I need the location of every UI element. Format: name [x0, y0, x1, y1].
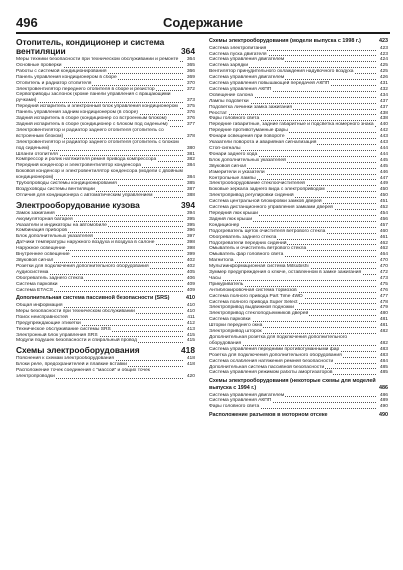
- toc-entry-page: 415: [186, 338, 195, 344]
- page-number: 496: [16, 14, 38, 30]
- toc-entry-page: 425: [379, 69, 388, 75]
- toc-entry-title-wrap: [16, 169, 183, 181]
- toc-entry-title: Передний конденсор и электровентилятор конденсора: [16, 163, 142, 169]
- toc-entry-title: Обогреватель заднего стекла: [209, 234, 277, 240]
- toc-entry-title: Задний испаритель в сборе (кондиционер с блоком под сиденьем): [16, 121, 168, 127]
- toc-entry[interactable]: [209, 335, 388, 347]
- toc-entry-title: Аудиосистема: [16, 269, 49, 275]
- toc-entry-title: Датчики температуры наружного воздуха и воздуха в салоне: [16, 240, 155, 246]
- toc-entry-page: 382: [186, 157, 195, 163]
- toc-entry-title: Электропривод регулировки сидений: [209, 193, 294, 199]
- toc-entry-title: Панель управления задним кондиционером (в сборе): [16, 110, 138, 116]
- header-rule: [16, 32, 390, 34]
- section-title: Дополнительная система пассивной безопасности (SRS): [16, 295, 170, 302]
- toc-entry-page: 366: [186, 68, 195, 74]
- toc-entry-title: Аккумуляторная батарея: [16, 216, 73, 222]
- toc-entry-title: Вентилятор принудительного охлаждения надувочного воздуха: [209, 69, 354, 75]
- toc-entry-page: 443: [379, 134, 388, 140]
- toc-entry-page: 398: [186, 240, 195, 246]
- toc-entry-title: Омыватель и очиститель ветрового стекла: [209, 246, 307, 252]
- toc-entry-title: Система полного привода Super Select: [209, 299, 298, 305]
- toc-entry[interactable]: [16, 368, 195, 380]
- toc-entry-title: Освещение салона: [209, 92, 253, 98]
- toc-entry-title: Подсветка личинки замка зажигания: [209, 104, 292, 110]
- toc-entry-title: Система управления режимом работы амортизаторов: [209, 370, 333, 376]
- toc-entry-page: 423: [379, 45, 388, 51]
- toc-section: [16, 201, 195, 294]
- toc-entry-page: 402: [186, 263, 195, 269]
- toc-entry-page: 397: [186, 234, 195, 240]
- toc-entry-title: Реостат: [209, 110, 227, 116]
- toc-entry-page: 486: [379, 392, 388, 398]
- toc-entry-page: 472: [379, 270, 388, 276]
- toc-entry-title: Звуковой сигнал: [16, 258, 54, 263]
- toc-entry-title: Система управления двигателем: [209, 57, 285, 63]
- toc-entry-page: 388: [186, 192, 195, 198]
- toc-entry-title: Прикуриватель: [209, 281, 244, 287]
- section-heading[interactable]: [16, 346, 195, 355]
- toc-entry-page: 432: [379, 86, 388, 92]
- toc-entry-page: 394: [186, 210, 195, 216]
- toc-entry-title: Система парковки: [16, 281, 58, 287]
- toc-entry[interactable]: [16, 140, 195, 152]
- toc-entry-title: Комбинация приборов: [16, 228, 68, 234]
- toc-entry-title: Передние габаритные, задние габаритные и подсветка номерного знака: [209, 122, 374, 128]
- toc-entry-page: 456: [379, 216, 388, 222]
- toc-entry-title: Система полного привода Part Time 4WD: [209, 293, 303, 299]
- toc-entry-page: 485: [379, 364, 388, 370]
- toc-entry-page: 434: [379, 92, 388, 98]
- section-page: 423: [379, 38, 388, 44]
- toc-entry-title-wrap: [16, 140, 183, 152]
- toc-entry-page: 444: [379, 151, 388, 157]
- toc-entry-title: Электрооборудование стеклоочистителей: [209, 181, 305, 187]
- toc-entry-page: 431: [379, 81, 388, 87]
- toc-entry-page: 443: [379, 140, 388, 146]
- toc-entry-title: Электропривод шторок: [209, 329, 262, 335]
- toc-entry-page: 482: [379, 340, 388, 346]
- toc-entry-title: Стоп-сигналы: [209, 146, 241, 151]
- toc-entry-title: Блоки реле, предохранителей и плавкие вставки: [16, 362, 128, 368]
- section-title: Схемы электрооборудования (модели выпуска с 1998 г.): [209, 38, 361, 44]
- toc-entry-title: Система ETACS: [16, 287, 53, 293]
- toc-entry-title: Электровентилятор и радиатор заднего отопителя (отопитель с блоком под сиденьем): [16, 139, 179, 151]
- toc-entry-page: 413: [186, 326, 195, 332]
- toc-entry-title: Система пуска двигателя: [209, 51, 267, 57]
- toc-entry-title: Антиблокировочная система тормозов: [209, 287, 297, 293]
- toc-entry-page: 454: [379, 210, 388, 216]
- toc-entry-title: Фары головного света: [209, 404, 260, 410]
- section-heading[interactable]: [16, 201, 195, 210]
- toc-entry-title: Внутреннее освещение: [16, 252, 70, 258]
- toc-entry-page: 444: [379, 146, 388, 151]
- toc-entry-title: Кондиционер: [209, 222, 240, 228]
- toc-entry-title: Блок дополнительных указателей: [209, 157, 286, 163]
- toc-entry-page: 364: [186, 57, 195, 62]
- toc-entry-title: Отличия для кондиционера с автоматическим управлением: [16, 192, 153, 198]
- toc-entry-page: 480: [379, 311, 388, 317]
- right-column: [209, 38, 388, 421]
- toc-entry-title: Предупреждающие этикетки: [16, 320, 81, 326]
- toc-entry-title: Компрессор и ролик натяжителя ремня привода компрессора: [16, 157, 157, 163]
- toc-section: [209, 378, 388, 410]
- toc-entry-title: Поиск неисправностей: [16, 314, 68, 320]
- toc-entry-title: Розетка для подключения дополнительного оборудования: [209, 352, 342, 358]
- toc-entry-page: 478: [379, 299, 388, 305]
- toc-entry-title: Подогреватели передних сидений: [209, 240, 287, 246]
- toc-entry-page: 484: [379, 358, 388, 364]
- toc-entry-page: 483: [379, 346, 388, 352]
- toc-entry-page: 378: [186, 133, 195, 139]
- toc-entry-title-wrap: [209, 404, 376, 410]
- toc-entry-page: 464: [379, 252, 388, 258]
- toc-entry-page: 476: [379, 287, 388, 293]
- toc-entry-page: 420: [186, 374, 195, 380]
- toc-entry-page: 380: [186, 145, 195, 151]
- toc-entry-title-wrap: [209, 335, 376, 347]
- toc-entry-title: Передний люк крыши: [209, 210, 258, 216]
- toc-entry-page: 490: [379, 404, 388, 410]
- toc-entry-page: 384: [186, 175, 195, 181]
- toc-entry-title: Модули подушек безопасности и спиральный провод: [16, 338, 138, 344]
- toc-entry-title: Подогреватель щеток очистителя ветрового стекла: [209, 228, 326, 234]
- toc-entry-title: Система дистанционного управления замками дверей: [209, 205, 333, 211]
- toc-entry-title-wrap: [16, 122, 183, 128]
- toc-entry-title: Система парковки: [209, 317, 251, 323]
- toc-entry-title: Меры безопасности при техническом обслуживании: [16, 308, 135, 314]
- toc-entry-page: 409: [186, 281, 195, 287]
- toc-entry-page: 398: [186, 246, 195, 252]
- toc-entry-page: 381: [186, 151, 195, 157]
- toc-entry-title: Система центральной блокировки замков дверей: [209, 199, 322, 205]
- toc-entry-page: 481: [379, 323, 388, 329]
- toc-entry-title: Электронный блок управления SRS: [16, 332, 98, 338]
- section-page: 394: [181, 199, 195, 210]
- toc-entry-page: 477: [379, 293, 388, 299]
- toc-entry-title: Блок дополнительных указателей: [16, 234, 93, 240]
- toc-entry-page: 373: [186, 98, 195, 104]
- section-heading[interactable]: [209, 378, 388, 391]
- toc-entry-page: 405: [186, 269, 195, 275]
- toc-entry-title: Электропривод стеклоподъемников дверей: [209, 311, 309, 317]
- toc-section: [16, 346, 195, 380]
- toc-entry-page: 396: [186, 228, 195, 234]
- toc-entry-page: 395: [186, 222, 195, 228]
- toc-entry-page: 376: [186, 116, 195, 122]
- toc-entry-page: 415: [186, 332, 195, 338]
- toc-entry-title: Трубопроводы системы кондиционирования: [16, 181, 117, 187]
- toc-entry-title: Основные проверки: [16, 62, 62, 68]
- toc-entry-page: 375: [186, 104, 195, 110]
- toc-entry-title: Измерители и указатели: [209, 169, 265, 175]
- toc-entry-page: 369: [186, 74, 195, 80]
- toc-entry-title: Наружное освещение: [16, 246, 66, 252]
- toc-entry-page: 445: [379, 157, 388, 163]
- toc-entry[interactable]: [16, 338, 195, 344]
- toc-entry-title: Система ослабления натяжения ремней безопасности: [209, 358, 334, 364]
- toc-entry-title-wrap: [16, 92, 183, 104]
- section-title: Схемы электрооборудования (некоторые схемы для моделей выпуска с 1994 г.): [209, 378, 376, 391]
- toc-entry-page: 437: [379, 98, 388, 104]
- toc-entry-page: 437: [379, 104, 388, 110]
- toc-section: [16, 38, 195, 199]
- toc-entry-title: Пояснения к схемам электрооборудования: [16, 356, 114, 362]
- toc-entry-title: Шторки переднего окна: [209, 323, 263, 329]
- section-title: Расположение разъемов в моторном отсеке: [209, 412, 328, 419]
- section-heading[interactable]: [209, 38, 388, 45]
- toc-entry[interactable]: [209, 404, 388, 410]
- toc-entry-title: Работы с системой кондиционирования: [16, 68, 107, 74]
- toc-entry-page: 412: [186, 320, 195, 326]
- toc-entry-page: 483: [379, 352, 388, 358]
- toc-section: [209, 38, 388, 376]
- toc-entry[interactable]: [16, 128, 195, 140]
- toc-entry-page: 372: [186, 86, 195, 92]
- toc-entry-title: Отопитель и радиатор отопителя: [16, 80, 92, 86]
- toc-entry-title: Боковой конденсор и электровентилятор конденсора (модели с двойным кондиционером): [16, 169, 183, 181]
- toc-entry-page: 423: [379, 51, 388, 57]
- toc-entry-title-wrap: [16, 288, 183, 294]
- toc-entry-page: 395: [186, 216, 195, 222]
- toc-entry-title: Сервоприводы заслонок (кроме панели управления с вращающими ручками): [16, 92, 171, 104]
- toc-entry-title: Система электропитания: [209, 45, 267, 51]
- toc-entry-title: Электровентилятор переднего отопителя в сборе и резистор: [16, 86, 155, 92]
- toc-entry-title: Система управления АКПП: [209, 86, 272, 92]
- toc-entry-page: 385: [186, 181, 195, 187]
- toc-entry-page: 424: [379, 57, 388, 63]
- section-heading[interactable]: [16, 38, 195, 56]
- toc-entry-page: 418: [186, 356, 195, 362]
- toc-entry-page: 402: [186, 258, 195, 263]
- toc-entry-page: 457: [379, 222, 388, 228]
- toc-entry-page: 387: [186, 186, 195, 192]
- toc-entry-title: Дополнительная розетка для подключения дополнительного оборудования: [209, 335, 348, 346]
- toc-entry-page: 489: [379, 398, 388, 404]
- toc-entry-title: Система управления повышающей передачей АКПП: [209, 81, 330, 87]
- toc-entry-title: Фары головного света: [209, 116, 260, 122]
- toc-entry-title: Часы: [209, 275, 221, 281]
- toc-entry-title: Звуковой сигнал: [209, 163, 247, 169]
- toc-entry-title: Система управления двигателем: [209, 392, 285, 398]
- toc-entry-page: 445: [379, 163, 388, 169]
- toc-entry-page: 461: [379, 234, 388, 240]
- toc-entry-title-wrap: [16, 368, 183, 380]
- section-heading[interactable]: [16, 295, 195, 302]
- toc-entry-title: Лампы подсветки: [209, 98, 249, 104]
- toc-entry-page: 426: [379, 75, 388, 81]
- toc-entry-title: Задний испаритель в сборе (кондиционер со встроенным блоком): [16, 116, 167, 122]
- toc-entry-title: Общая информация: [16, 303, 63, 309]
- toc-entry-title: Указатели поворота и аварийная сигнализация: [209, 140, 317, 146]
- section-page: 418: [181, 345, 195, 356]
- section-heading[interactable]: [209, 412, 388, 419]
- toc-entry-title: Воздуховоды системы вентиляции: [16, 186, 95, 192]
- page-header: [16, 14, 390, 30]
- toc-entry-page: 462: [379, 246, 388, 252]
- toc-entry-page: 475: [379, 281, 388, 287]
- toc-entry-title: Фонари заднего хода: [209, 151, 258, 157]
- toc-entry-title: Панель управления кондиционером в сборе: [16, 74, 117, 80]
- toc-entry-page: 410: [186, 303, 195, 309]
- toc-entry-title: Фонари освещения при повороте: [209, 134, 285, 140]
- toc-entry-title: Система управления АКПП: [209, 398, 272, 404]
- toc-entry-page: 473: [379, 275, 388, 281]
- toc-entry-title: Обогреватель заднего стекла: [16, 275, 84, 281]
- toc-entry-page: 377: [186, 121, 195, 127]
- section-page: 490: [379, 412, 388, 419]
- toc-entry-page: 410: [186, 308, 195, 314]
- toc-entry-page: 481: [379, 317, 388, 323]
- toc-entry-page: 451: [379, 199, 388, 205]
- toc-entry-title: Указатели и индикаторы на автомобиле: [16, 222, 107, 228]
- toc-entry-page: 442: [379, 128, 388, 134]
- toc-entry-title: Электропривод выдвижной подножки: [209, 305, 294, 311]
- toc-entry-page: 450: [379, 193, 388, 199]
- toc-entry-title: Техническое обслуживание системы SRS: [16, 326, 111, 332]
- toc-entry[interactable]: [16, 288, 195, 294]
- toc-entry-page: 470: [379, 258, 388, 264]
- section-title: Отопитель, кондиционер и система вентиляции: [16, 37, 165, 56]
- toc-entry-page: 460: [379, 228, 388, 234]
- toc-entry-title-wrap: [209, 370, 376, 376]
- toc-section: [209, 412, 388, 419]
- toc-entry[interactable]: [16, 122, 195, 128]
- toc-entry-title-wrap: [16, 193, 183, 199]
- toc-entry-title: Дополнительная система пассивной безопасности: [209, 364, 325, 370]
- left-column: [16, 38, 195, 382]
- toc-entry-page: 482: [379, 329, 388, 335]
- toc-entry-page: 425: [379, 63, 388, 69]
- toc-entry-title: Электровентилятор и радиатор заднего отопителя (отопитель со встроенным блоком): [16, 127, 164, 139]
- toc-entry-page: 479: [379, 305, 388, 311]
- toc-entry-title: Магнитола: [209, 258, 234, 264]
- toc-entry[interactable]: [16, 169, 195, 181]
- section-page: 410: [186, 295, 195, 302]
- toc-entry-title: Передний испаритель и электронный блок управления кондиционером: [16, 104, 178, 110]
- toc-entry-title: Передние противотуманные фары: [209, 128, 288, 134]
- toc-entry-title-wrap: [16, 338, 183, 344]
- toc-entry-title: Система зарядки: [209, 63, 249, 69]
- toc-entry-page: 485: [379, 370, 388, 376]
- toc-entry-page: 440: [379, 122, 388, 128]
- toc-entry-page: 470: [379, 264, 388, 270]
- toc-entry-title: Замок зажигания: [16, 210, 55, 216]
- toc-entry-page: 452: [379, 205, 388, 211]
- toc-entry-page: 406: [186, 275, 195, 281]
- toc-entry[interactable]: [16, 92, 195, 104]
- page-title: Содержание: [162, 14, 244, 30]
- toc-entry-title: Зуммер предупреждения о ключе, оставленном в замке зажигания: [209, 270, 362, 276]
- toc-entry-page: 447: [379, 175, 388, 181]
- toc-entry-page: 399: [186, 252, 195, 258]
- toc-entry-page: 384: [186, 163, 195, 169]
- toc-entry-page: 438: [379, 116, 388, 122]
- toc-entry-title-wrap: [16, 128, 183, 140]
- section-page: 364: [181, 46, 195, 56]
- toc-entry-title: Розетки для подключения дополнительного оборудования: [16, 263, 149, 269]
- toc-entry-page: 450: [379, 187, 388, 193]
- toc-entry-page: 365: [186, 62, 195, 68]
- toc-entry-title: Шланги отопителя: [16, 151, 58, 157]
- toc-entry-title: Омыватель фар головного света: [209, 252, 284, 258]
- toc-entry-page: 462: [379, 240, 388, 246]
- toc-entry-page: 438: [379, 110, 388, 116]
- toc-entry-title: Расположение точек соединения с "массой" и общих точек электропроводки: [16, 368, 150, 380]
- toc-entry[interactable]: [209, 370, 388, 376]
- toc-entry-page: 449: [379, 181, 388, 187]
- section-title: Электрооборудование кузова: [16, 199, 140, 210]
- toc-entry[interactable]: [16, 193, 195, 199]
- toc-entry-page: 376: [186, 110, 195, 116]
- toc-entry-title: Задний люк крыши: [209, 216, 253, 222]
- section-title: Схемы электрооборудования: [16, 345, 140, 356]
- toc-entry-title: Контрольные лампы: [209, 175, 256, 181]
- toc-entry-page: 409: [186, 287, 195, 293]
- toc-entry-title: Боковые зеркала заднего вида с электроприводом: [209, 187, 325, 193]
- section-page: 486: [379, 384, 388, 391]
- toc-entry-page: 446: [379, 169, 388, 175]
- toc-entry-title: Система управления двигателем: [209, 75, 285, 81]
- toc-section: [16, 295, 195, 344]
- toc-entry-title: Система управления передними противотуманными фар: [209, 346, 340, 352]
- toc-entry-page: 411: [187, 314, 195, 320]
- toc-entry-title: Мультиинформационная система Mitsubishi: [209, 264, 309, 270]
- toc-entry-page: 418: [186, 362, 195, 368]
- toc-entry-title: Меры техники безопасности при техническом обслуживании и ремонте: [16, 57, 179, 62]
- toc-entry-page: 370: [186, 80, 195, 86]
